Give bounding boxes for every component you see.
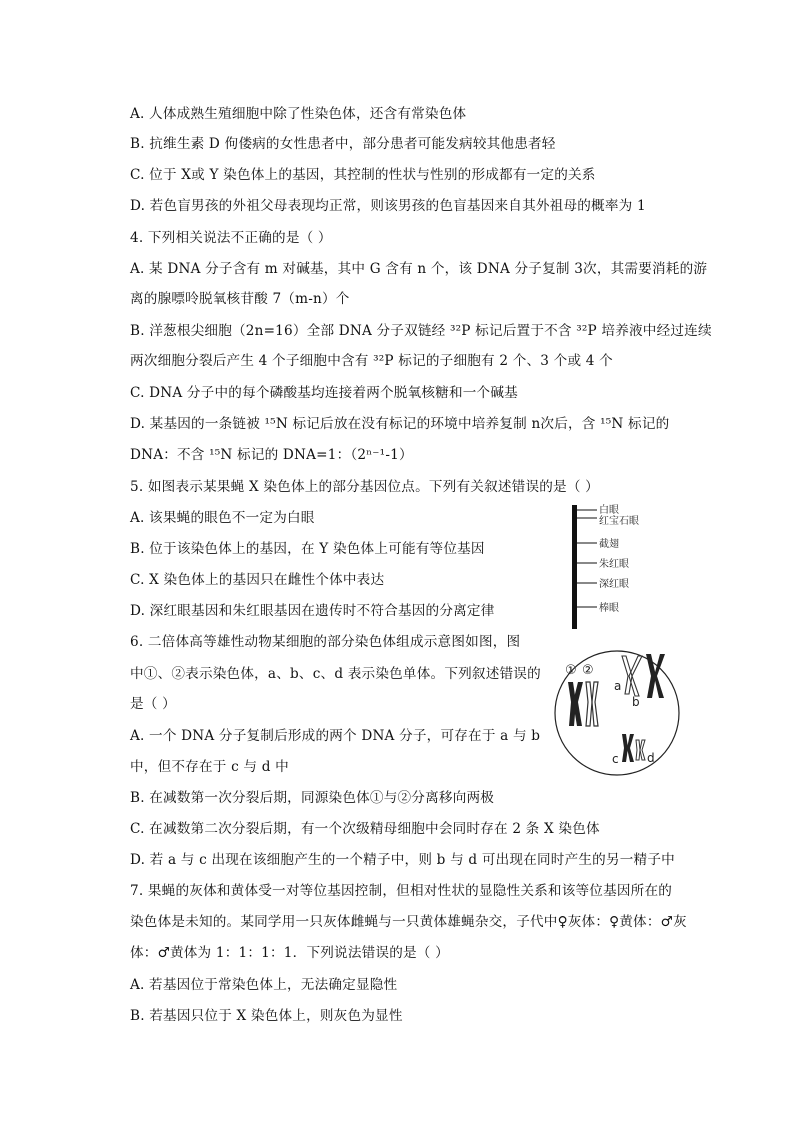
text-line: 中①、②表示染色体，a、b、c、d 表示染色单体。下列叙述错误的 [130, 666, 541, 682]
text-line: C. 位于 X或 Y 染色体上的基因，其控制的性状与性别的形成都有一定的关系 [130, 167, 596, 183]
text-line: 两次细胞分裂后产生 4 个子细胞中含有 ³²P 标记的子细胞有 2 个、3 个或 4 个 [130, 353, 613, 369]
question-7: 7. 果蝇的灰体和黄体受一对等位基因控制，但相对性状的显隐性关系和该等位基因所在的 [130, 883, 673, 899]
x-chromosome-bar [572, 505, 577, 629]
text-line: B. 若基因只位于 X 染色体上，则灰色为显性 [130, 1008, 403, 1024]
text-line: D. 深红眼基因和朱红眼基因在遗传时不符合基因的分离定律 [130, 603, 495, 619]
chromatid-label-c: c [612, 752, 619, 766]
gene-label: 棒眼 [599, 603, 619, 614]
text-line: A. 某 DNA 分子含有 m 对碱基，其中 G 含有 n 个，该 DNA 分子复制 3次，其需要消耗的游 [130, 261, 708, 277]
gene-label: 深红眼 [599, 579, 629, 590]
text-line: 是（ ） [130, 696, 176, 712]
text-line: 染色体是未知的。某同学用一只灰体雌蝇与一只黄体雄蝇杂交，子代中♀灰体：♀黄体：♂灰 [130, 914, 687, 930]
text-line: A. 若基因位于常染色体上，无法确定显隐性 [130, 977, 398, 993]
x-chromosome-gene-map [568, 503, 658, 631]
gene-label: 朱红眼 [599, 559, 629, 570]
text-line: C. 在减数第二次分裂后期，有一个次级精母细胞中会同时存在 2 条 X 染色体 [130, 821, 600, 837]
cell-chromosome-diagram [552, 648, 682, 778]
question-6: 6. 二倍体高等雄性动物某细胞的部分染色体组成示意图如图，图 [130, 634, 521, 650]
gene-label: 红宝石眼 [599, 516, 639, 527]
text-line: B. 抗维生素 D 佝偻病的女性患者中，部分患者可能发病较其他患者轻 [130, 136, 556, 152]
text-line: A. 一个 DNA 分子复制后形成的两个 DNA 分子，可存在于 a 与 b [130, 728, 541, 744]
question-4: 4. 下列相关说法不正确的是（ ） [130, 230, 332, 246]
gene-label: 截翅 [599, 539, 619, 550]
chromosome-label-1: ① [565, 663, 577, 678]
question-5: 5. 如图表示某果蝇 X 染色体上的部分基因位点。下列有关叙述错误的是（ ） [130, 479, 599, 495]
chromosome-1 [568, 682, 583, 726]
chromatid-label-d: d [647, 751, 655, 765]
text-line: B. 在减数第一次分裂后期，同源染色体①与②分离移向两极 [130, 790, 495, 806]
chromatid-label-b: b [632, 695, 640, 709]
text-line: D. 若 a 与 c 出现在该细胞产生的一个精子中，则 b 与 d 可出现在同时产生的另一精子中 [130, 852, 675, 868]
text-line: 离的腺嘌呤脱氧核苷酸 7（m-n）个 [130, 291, 350, 307]
text-line: DNA：不含 ¹⁵N 标记的 DNA=1：（2ⁿ⁻¹-1） [130, 447, 413, 463]
text-line: C. DNA 分子中的每个磷酸基均连接着两个脱氧核糖和一个碱基 [130, 385, 518, 401]
chromatid-label-a: a [614, 679, 622, 693]
chromosome-dark-x [646, 654, 665, 698]
chromosome-2 [586, 682, 598, 726]
chromosome-ab [622, 656, 642, 696]
text-line: B. 洋葱根尖细胞（2n=16）全部 DNA 分子双链经 ³²P 标记后置于不含 ³²P 培养液中经过连续 [130, 323, 712, 339]
text-line: A. 人体成熟生殖细胞中除了性染色体，还含有常染色体 [130, 106, 467, 122]
gene-label: 白眼 [599, 505, 619, 516]
text-line: D. 某基因的一条链被 ¹⁵N 标记后放在没有标记的环境中培养复制 n次后，含 ¹⁵N 标记的 [130, 416, 670, 432]
chromosome-cd [622, 734, 645, 762]
text-line: C. X 染色体上的基因只在雌性个体中表达 [130, 572, 385, 588]
text-line: B. 位于该染色体上的基因，在 Y 染色体上可能有等位基因 [130, 541, 485, 557]
text-line: A. 该果蝇的眼色不一定为白眼 [130, 510, 315, 526]
chromosome-label-2: ② [582, 663, 594, 678]
text-line: 中，但不存在于 c 与 d 中 [130, 759, 289, 775]
text-line: 体：♂黄体为 1：1：1：1．下列说法错误的是（ ） [130, 945, 449, 961]
text-line: D. 若色盲男孩的外祖父母表现均正常，则该男孩的色盲基因来自其外祖母的概率为 1 [130, 198, 646, 214]
